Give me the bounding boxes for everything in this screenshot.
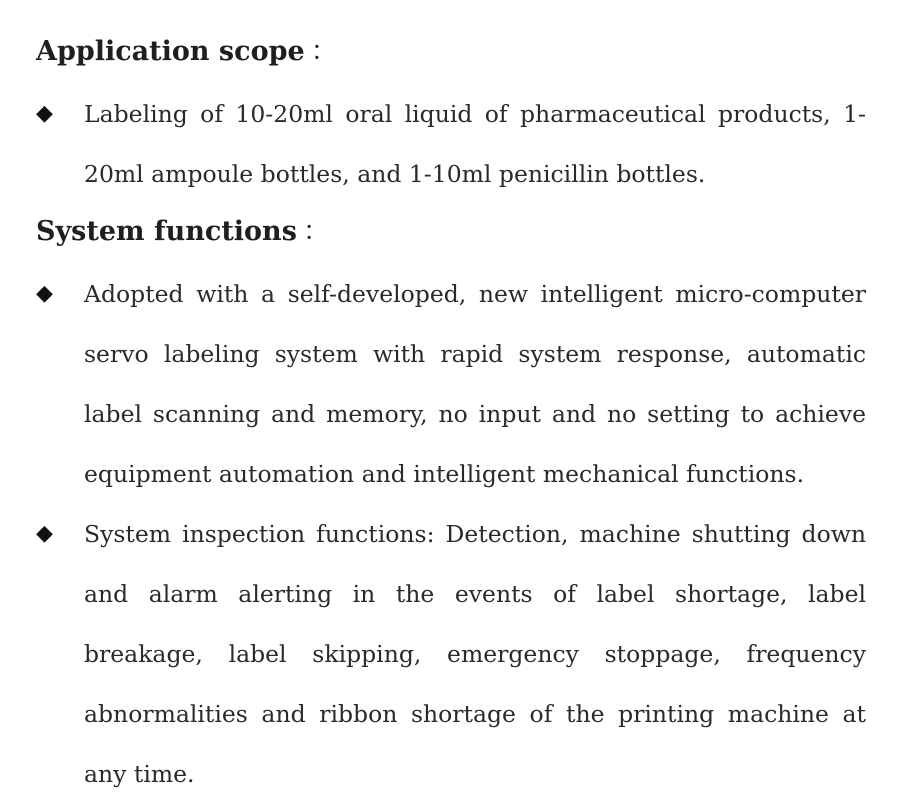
application-scope-title: Application scope bbox=[36, 36, 305, 67]
system-functions-heading bbox=[36, 215, 330, 249]
application-scope-text: Labeling of 10-20ml oral liquid of pharmaceutical products, 1-20ml ampoule bottles, and 1-10ml penicillin bottles. bbox=[84, 100, 866, 188]
system-function-text: Adopted with a self-developed, new intelligent micro-computer servo labeling system with rapid system response, automatic label scanning and memory, no input and no setting to achieve equipment automation and intelligent mechanical functions. bbox=[84, 280, 866, 488]
diamond-bullet-icon: ◆ bbox=[36, 521, 53, 546]
system-function-text: System inspection functions: Detection, machine shutting down and alarm alerting in the events of label shortage, label breakage, label skipping, emergency stoppage, frequency abnormalities and ribbon shortage of the printing machine at any time. bbox=[84, 520, 866, 788]
heading-colon: ： bbox=[310, 36, 338, 67]
diamond-bullet-icon: ◆ bbox=[36, 101, 53, 126]
heading-colon: ： bbox=[302, 216, 330, 247]
system-functions-title: System functions bbox=[36, 216, 297, 247]
diamond-bullet-icon: ◆ bbox=[36, 281, 53, 306]
application-scope-heading bbox=[36, 35, 338, 69]
